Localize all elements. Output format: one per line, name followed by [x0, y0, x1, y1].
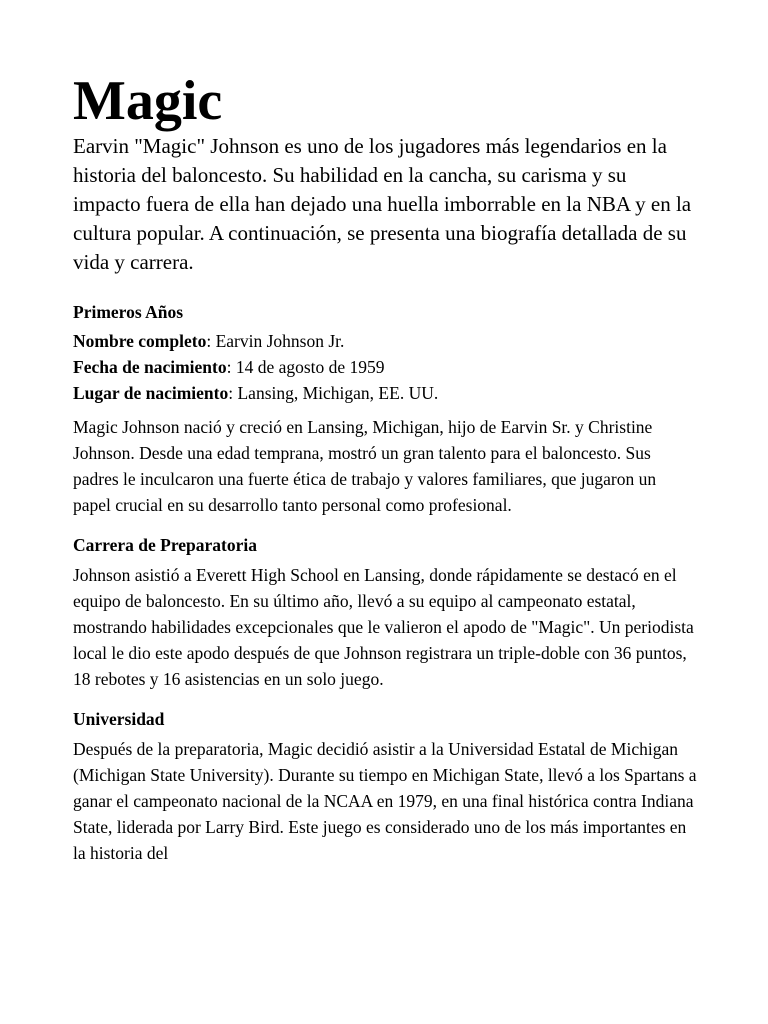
fact-birth-date — [73, 354, 698, 380]
fact-full-name — [73, 328, 698, 354]
fact-value: : Earvin Johnson Jr. — [206, 331, 345, 351]
fact-label: Lugar de nacimiento — [73, 383, 229, 403]
section-heading-universidad: Universidad — [73, 709, 165, 729]
section-heading-primeros-anos: Primeros Años — [73, 302, 184, 322]
fact-value: : Lansing, Michigan, EE. UU. — [228, 383, 439, 403]
primeros-anos-paragraph: Magic Johnson nació y creció en Lansing, Michigan, hijo de Earvin Sr. y Christine Johnson. Desde una edad temprana, mostró un gran talento para el baloncesto. Sus padres le inculcaron una fuerte ética de trabajo y valores familiares, que jugaron un papel crucial en su desarrollo tanto personal como profesional. — [73, 417, 657, 515]
page-title: Magic — [73, 70, 223, 132]
document-page — [73, 0, 698, 866]
personal-facts-list — [73, 328, 698, 406]
fact-birth-place — [73, 380, 698, 406]
intro-paragraph: Earvin "Magic" Johnson es uno de los jugadores más legendarios en la historia del baloncesto. Su habilidad en la cancha, su carisma y su impacto fuera de ella han dejado una huella imborrable en la NBA y en la cultura popular. A continuación, se presenta una biografía detallada de su vida y carrera. — [73, 134, 692, 274]
fact-label: Nombre completo — [73, 331, 207, 351]
preparatoria-paragraph: Johnson asistió a Everett High School en Lansing, donde rápidamente se destacó en el equipo de baloncesto. En su último año, llevó a su equipo al campeonato estatal, mostrando habilidades excepcionales que le valieron el apodo de "Magic". Un periodista local le dio este apodo después de que Johnson registrara un triple-doble con 36 puntos, 18 rebotes y 16 asistencias en un solo juego. — [73, 565, 694, 689]
universidad-paragraph: Después de la preparatoria, Magic decidió asistir a la Universidad Estatal de Michigan (Michigan State University). Durante su tiempo en Michigan State, llevó a los Spartans a ganar el campeonato nacional de la NCAA en 1979, en una final histórica contra Indiana State, liderada por Larry Bird. Este juego es considerado uno de los más importantes en la historia del — [73, 739, 697, 863]
fact-value: : 14 de agosto de 1959 — [226, 357, 385, 377]
fact-label: Fecha de nacimiento — [73, 357, 227, 377]
section-heading-carrera-preparatoria: Carrera de Preparatoria — [73, 535, 258, 555]
